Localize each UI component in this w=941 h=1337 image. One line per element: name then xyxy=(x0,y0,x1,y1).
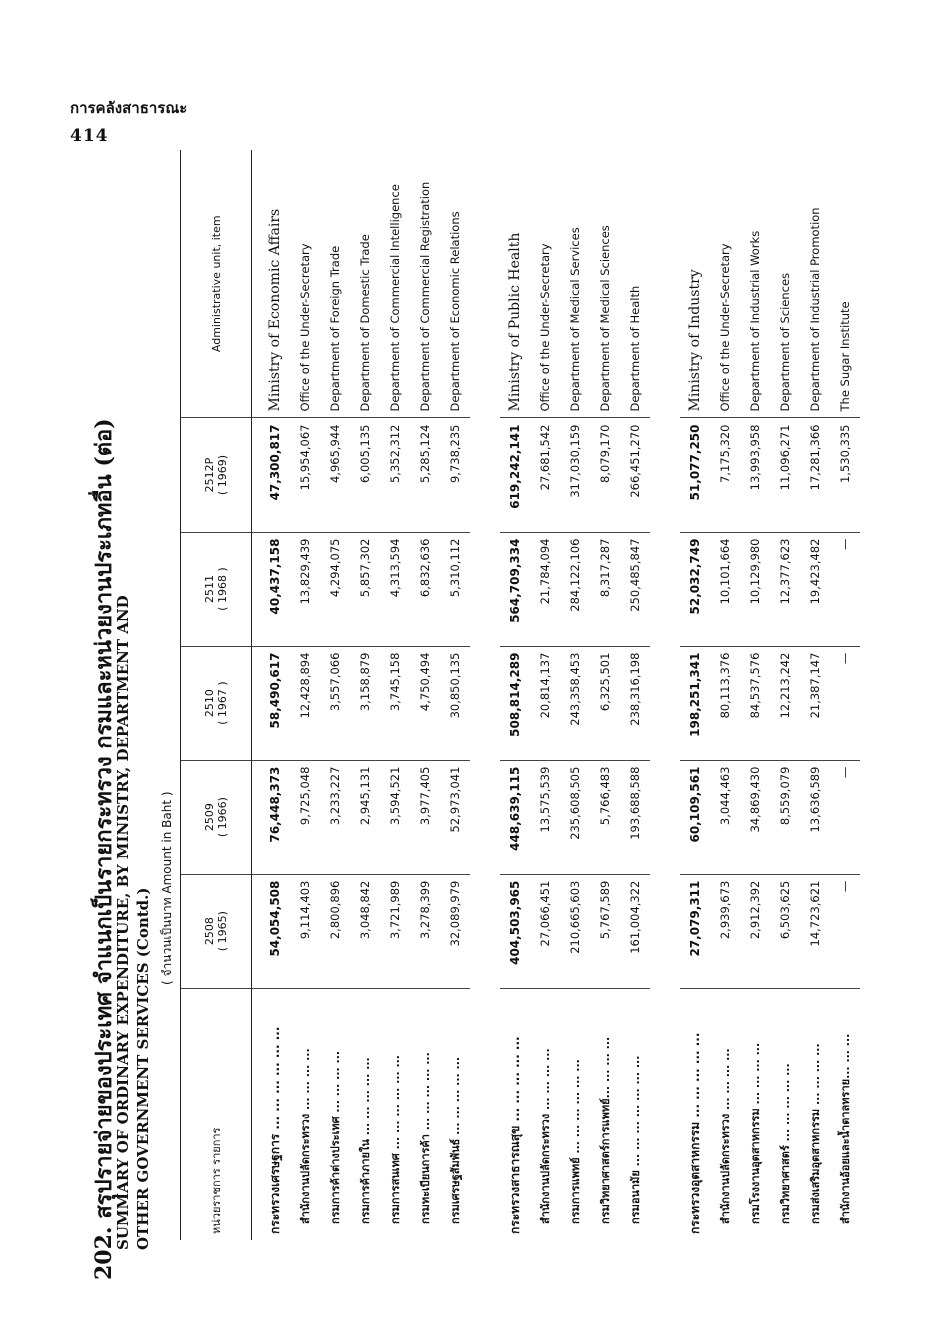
expenditure-table xyxy=(180,150,860,1240)
value-2509-cell: 76,448,373 xyxy=(252,760,291,874)
department-row xyxy=(350,150,380,1240)
item-english-cell: Department of Commercial Intelligence xyxy=(380,150,410,418)
item-english-cell: Ministry of Industry xyxy=(680,150,710,418)
value-2510-cell: 20,814,137 xyxy=(530,646,560,760)
item-english-cell: Department of Domestic Trade xyxy=(350,150,380,418)
group-gap xyxy=(470,150,500,1240)
item-english-cell: Department of Medical Services xyxy=(560,150,590,418)
value-2509-cell: 3,233,227 xyxy=(320,760,350,874)
col-header-2512-ad: ( 1969) xyxy=(216,454,229,496)
value-2509-cell: 193,688,588 xyxy=(620,760,650,874)
unit-thai-cell: สำนักงานอ้อยและน้ำตาลทราย... ... ... xyxy=(839,1033,852,1224)
department-row xyxy=(800,150,830,1240)
value-2511-cell: 250,485,847 xyxy=(620,532,650,646)
value-2510-cell: — xyxy=(830,646,860,760)
value-2508-cell: 27,079,311 xyxy=(680,874,710,988)
value-2512-cell: 266,451,270 xyxy=(620,418,650,532)
value-2511-cell: 564,709,334 xyxy=(500,532,530,646)
unit-thai-cell: กรมการค้าภายใน ... ... ... ... ... xyxy=(359,1057,372,1224)
department-row xyxy=(320,150,350,1240)
value-2510-cell: 508,814,289 xyxy=(500,646,530,760)
value-2508-cell: 6,503,625 xyxy=(770,874,800,988)
value-2512-cell: 13,993,958 xyxy=(740,418,770,532)
value-2509-cell: 9,725,048 xyxy=(290,760,320,874)
value-2509-cell: 34,869,430 xyxy=(740,760,770,874)
value-2512-cell: 51,077,250 xyxy=(680,418,710,532)
value-2510-cell: 243,358,453 xyxy=(560,646,590,760)
department-row xyxy=(560,150,590,1240)
value-2508-cell: 5,767,589 xyxy=(590,874,620,988)
value-2510-cell: 12,428,894 xyxy=(290,646,320,760)
value-2510-cell: 21,387,147 xyxy=(800,646,830,760)
value-2508-cell: 404,503,965 xyxy=(500,874,530,988)
value-2512-cell: 5,352,312 xyxy=(380,418,410,532)
item-english-cell: Department of Health xyxy=(620,150,650,418)
value-2509-cell: 2,945,131 xyxy=(350,760,380,874)
value-2512-cell: 27,681,542 xyxy=(530,418,560,532)
value-2508-cell: 2,939,673 xyxy=(710,874,740,988)
value-2509-cell: 13,575,539 xyxy=(530,760,560,874)
col-header-2508 xyxy=(181,874,252,988)
table-title-english-line1: SUMMARY OF ORDINARY EXPENDITURE, BY MINISTRY, DEPARTMENT AND xyxy=(114,595,132,1250)
value-2511-cell: 8,317,287 xyxy=(590,532,620,646)
value-2512-cell: 7,175,320 xyxy=(710,418,740,532)
value-2511-cell: 5,857,302 xyxy=(350,532,380,646)
department-row xyxy=(290,150,320,1240)
col-header-2510-be: 2510 xyxy=(203,689,216,718)
value-2511-cell: 40,437,158 xyxy=(252,532,291,646)
col-header-2510-ad: ( 1967 ) xyxy=(216,681,229,725)
value-2512-cell: 9,738,235 xyxy=(440,418,470,532)
value-2510-cell: 84,537,576 xyxy=(740,646,770,760)
table-body xyxy=(252,150,861,1240)
unit-thai-cell: กรมวิทยาศาสตร์ ... ... ... ... ... xyxy=(779,1063,792,1224)
value-2510-cell: 198,251,341 xyxy=(680,646,710,760)
value-2508-cell: 161,004,322 xyxy=(620,874,650,988)
col-header-2512 xyxy=(181,418,252,532)
value-2509-cell: 8,559,079 xyxy=(770,760,800,874)
item-english-cell: Office of the Under-Secretary xyxy=(710,150,740,418)
unit-thai-cell: กรมทะเบียนการค้า ... ... ... ... ... xyxy=(419,1052,432,1224)
value-2508-cell: 3,048,842 xyxy=(350,874,380,988)
item-english-cell: Department of Foreign Trade xyxy=(320,150,350,418)
unit-thai-cell: กรมการค้าต่างประเทศ ... ... ... ... xyxy=(329,1050,342,1224)
col-header-2508-be: 2508 xyxy=(203,917,216,946)
rotated-table-page xyxy=(80,150,870,1290)
value-2508-cell: 32,089,979 xyxy=(440,874,470,988)
value-2512-cell: 317,030,159 xyxy=(560,418,590,532)
unit-thai-cell: กรมการแพทย์ ... ... ... ... ... ... xyxy=(569,1059,582,1224)
col-header-2509 xyxy=(181,760,252,874)
page-number: 414 xyxy=(70,126,109,146)
unit-thai-cell: สำนักงานปลัดกระทรวง ... ... ... ... xyxy=(539,1048,552,1224)
unit-note: ( จำนวนเป็นบาท Amount in Baht ) xyxy=(160,791,174,985)
value-2510-cell: 6,325,501 xyxy=(590,646,620,760)
value-2512-cell: 15,954,067 xyxy=(290,418,320,532)
item-english-cell: Office of the Under-Secretary xyxy=(290,150,320,418)
col-header-2510 xyxy=(181,646,252,760)
table-title-english-line2: OTHER GOVERNMENT SERVICES (Contd.) xyxy=(134,887,152,1250)
value-2512-cell: 4,965,944 xyxy=(320,418,350,532)
ministry-row xyxy=(500,150,530,1240)
department-row xyxy=(410,150,440,1240)
department-row xyxy=(440,150,470,1240)
table-title-thai: 202. สรุปรายจ่ายของประเทศ จำแนกเป็นรายกระทรวง กรมและหน่วยงานประเภทอื่น (ต่อ) xyxy=(91,418,117,1280)
col-header-item-english xyxy=(181,150,252,418)
value-2511-cell: 10,129,980 xyxy=(740,532,770,646)
value-2509-cell: 5,766,483 xyxy=(590,760,620,874)
item-english-cell: Ministry of Economic Affairs xyxy=(252,150,291,418)
value-2509-cell: — xyxy=(830,760,860,874)
value-2508-cell: 14,723,621 xyxy=(800,874,830,988)
unit-thai-cell: กรมวิทยาศาสตร์การแพทย์... ... ... ... xyxy=(599,1036,612,1224)
unit-thai-cell: กรมโรงงานอุตสาหกรรม ... ... ... ... xyxy=(749,1042,762,1224)
col-header-unit-thai-text: หน่วยราชการ รายการ xyxy=(210,1127,223,1234)
unit-thai-cell: สำนักงานปลัดกระทรวง ... ... ... ... xyxy=(299,1048,312,1224)
value-2511-cell: — xyxy=(830,532,860,646)
value-2511-cell: 13,829,439 xyxy=(290,532,320,646)
unit-thai-cell: กระทรวงสาธารณสุข ... ... ... ... ... xyxy=(507,1036,522,1234)
table-header-row xyxy=(181,150,252,1240)
value-2511-cell: 19,423,482 xyxy=(800,532,830,646)
col-header-item-english-text: Administrative unit, item xyxy=(209,215,223,353)
value-2509-cell: 3,044,463 xyxy=(710,760,740,874)
value-2512-cell: 1,530,335 xyxy=(830,418,860,532)
col-header-2511-ad: ( 1968 ) xyxy=(216,567,229,611)
department-row xyxy=(770,150,800,1240)
unit-thai-cell: กรมเศรษฐสัมพันธ์ ... ... ... ... ... xyxy=(449,1056,462,1224)
value-2512-cell: 5,285,124 xyxy=(410,418,440,532)
value-2512-cell: 11,096,271 xyxy=(770,418,800,532)
value-2510-cell: 238,316,198 xyxy=(620,646,650,760)
value-2510-cell: 4,750,494 xyxy=(410,646,440,760)
value-2512-cell: 619,242,141 xyxy=(500,418,530,532)
value-2508-cell: 2,800,896 xyxy=(320,874,350,988)
value-2508-cell: — xyxy=(830,874,860,988)
item-english-cell: Department of Industrial Promotion xyxy=(800,150,830,418)
department-row xyxy=(590,150,620,1240)
value-2511-cell: 284,122,106 xyxy=(560,532,590,646)
value-2512-cell: 6,005,135 xyxy=(350,418,380,532)
col-header-2511 xyxy=(181,532,252,646)
ministry-row xyxy=(252,150,291,1240)
item-english-cell: The Sugar Institute xyxy=(830,150,860,418)
col-header-2508-ad: ( 1965) xyxy=(216,911,229,952)
value-2512-cell: 8,079,170 xyxy=(590,418,620,532)
value-2509-cell: 235,608,505 xyxy=(560,760,590,874)
value-2508-cell: 54,054,508 xyxy=(252,874,291,988)
item-english-cell: Ministry of Public Health xyxy=(500,150,530,418)
unit-thai-cell: กระทรวงเศรษฐการ ... ... ... ... ... ... xyxy=(267,1026,282,1234)
unit-thai-cell: กระทรวงอุตสาหกรรม ... ... ... ... ... xyxy=(687,1032,702,1234)
value-2511-cell: 21,784,094 xyxy=(530,532,560,646)
item-english-cell: Department of Medical Sciences xyxy=(590,150,620,418)
value-2512-cell: 17,281,366 xyxy=(800,418,830,532)
value-2511-cell: 4,313,594 xyxy=(380,532,410,646)
value-2510-cell: 30,850,135 xyxy=(440,646,470,760)
unit-thai-cell: กรมการสนเทศ ... ... ... ... ... ... xyxy=(389,1055,402,1224)
value-2510-cell: 12,213,242 xyxy=(770,646,800,760)
value-2508-cell: 3,278,399 xyxy=(410,874,440,988)
value-2510-cell: 3,557,066 xyxy=(320,646,350,760)
unit-thai-cell: กรมส่งเสริมอุตสาหกรรม ... ... ... ... xyxy=(809,1043,822,1224)
value-2511-cell: 4,294,075 xyxy=(320,532,350,646)
value-2508-cell: 9,114,403 xyxy=(290,874,320,988)
value-2510-cell: 3,745,158 xyxy=(380,646,410,760)
unit-thai-cell: กรมอนามัย ... ... ... ... ... ... ... xyxy=(629,1055,642,1224)
section-header: การคลังสาธารณะ xyxy=(70,99,188,117)
value-2509-cell: 448,639,115 xyxy=(500,760,530,874)
col-header-2509-ad: ( 1966) xyxy=(216,797,229,838)
value-2512-cell: 47,300,817 xyxy=(252,418,291,532)
unit-thai-cell: สำนักงานปลัดกระทรวง ... ... ... ... xyxy=(719,1048,732,1224)
value-2510-cell: 80,113,376 xyxy=(710,646,740,760)
value-2509-cell: 13,636,589 xyxy=(800,760,830,874)
department-row xyxy=(530,150,560,1240)
item-english-cell: Department of Industrial Works xyxy=(740,150,770,418)
value-2509-cell: 60,109,561 xyxy=(680,760,710,874)
col-header-unit-thai xyxy=(181,988,252,1240)
group-gap xyxy=(650,150,680,1240)
value-2511-cell: 52,032,749 xyxy=(680,532,710,646)
item-english-cell: Department of Economic Relations xyxy=(440,150,470,418)
department-row xyxy=(830,150,860,1240)
value-2511-cell: 10,101,664 xyxy=(710,532,740,646)
department-row xyxy=(710,150,740,1240)
item-english-cell: Department of Commercial Registration xyxy=(410,150,440,418)
item-english-cell: Office of the Under-Secretary xyxy=(530,150,560,418)
col-header-2509-be: 2509 xyxy=(203,803,216,832)
value-2510-cell: 58,490,617 xyxy=(252,646,291,760)
value-2508-cell: 3,721,989 xyxy=(380,874,410,988)
value-2511-cell: 5,310,112 xyxy=(440,532,470,646)
department-row xyxy=(380,150,410,1240)
value-2511-cell: 6,832,636 xyxy=(410,532,440,646)
col-header-2512-be: 2512P xyxy=(203,457,216,493)
value-2511-cell: 12,377,623 xyxy=(770,532,800,646)
value-2510-cell: 3,158,879 xyxy=(350,646,380,760)
col-header-2511-be: 2511 xyxy=(203,575,216,604)
value-2509-cell: 3,977,405 xyxy=(410,760,440,874)
department-row xyxy=(620,150,650,1240)
value-2509-cell: 3,594,521 xyxy=(380,760,410,874)
item-english-cell: Department of Sciences xyxy=(770,150,800,418)
value-2508-cell: 2,912,392 xyxy=(740,874,770,988)
value-2509-cell: 52,973,041 xyxy=(440,760,470,874)
value-2508-cell: 210,665,603 xyxy=(560,874,590,988)
value-2508-cell: 27,066,451 xyxy=(530,874,560,988)
department-row xyxy=(740,150,770,1240)
ministry-row xyxy=(680,150,710,1240)
